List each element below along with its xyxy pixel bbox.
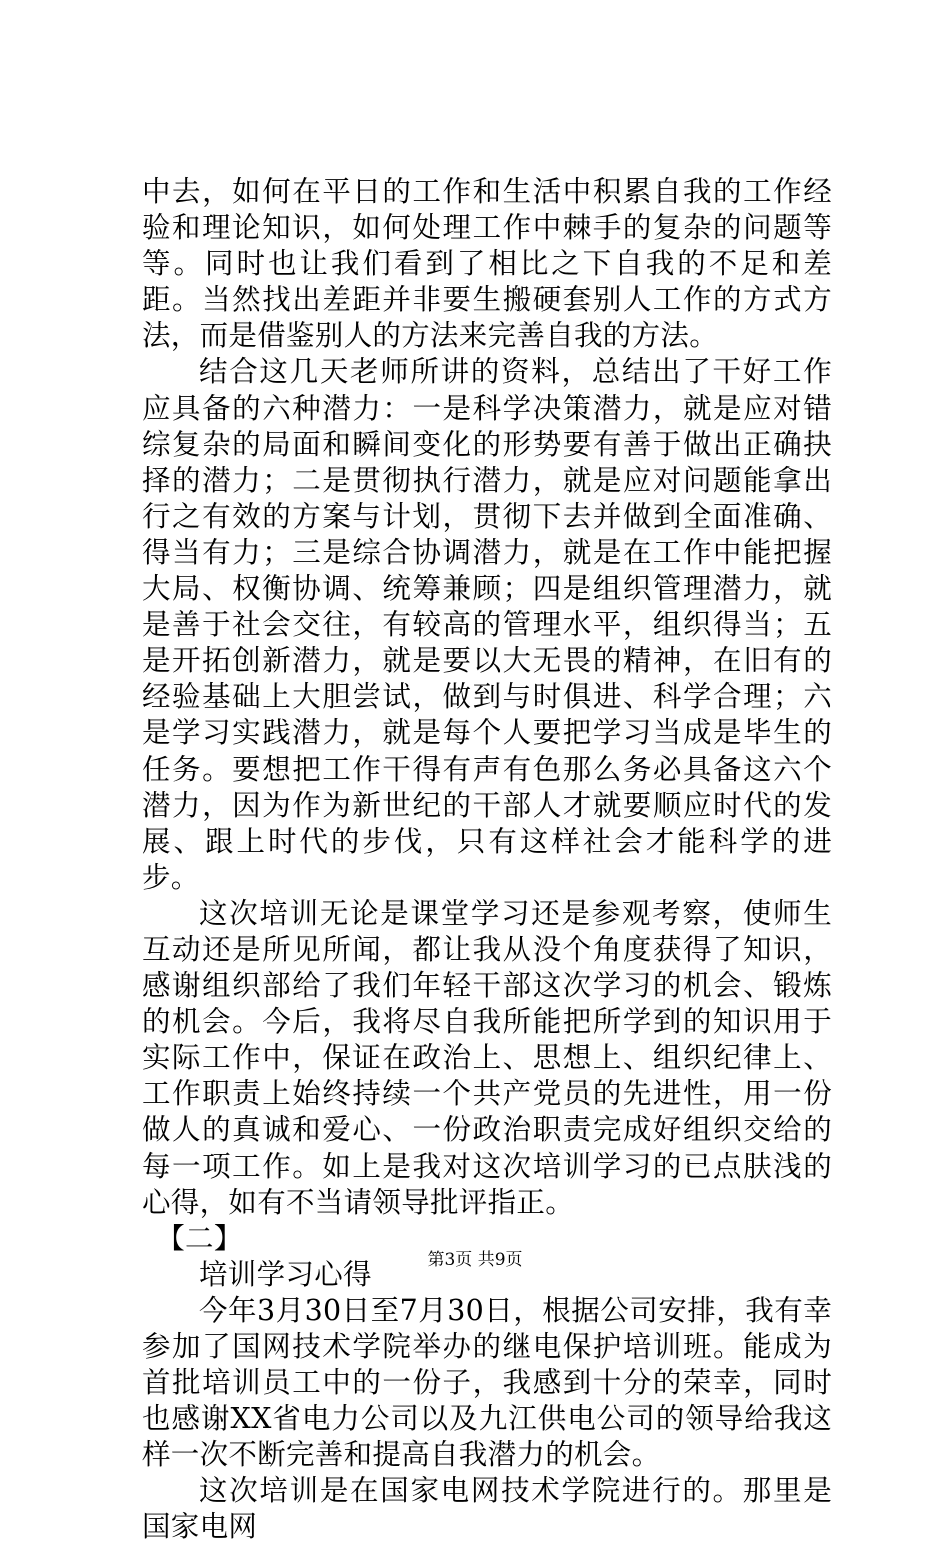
page-number-footer: 第3页 共9页: [427, 1250, 523, 1270]
paragraph-six-abilities: 结合这几天老师所讲的资料，总结出了干好工作应具备的六种潜力：一是科学决策潜力，就是应对错综复杂的局面和瞬间变化的形势要有善于做出正确抉择的潜力；二是贯彻执行潜力，就是应对问题能拿出行之有效的方案与计划，贯彻下去并做到全面准确、得当有力；三是综合协调潜力，就是在工作中能把握大局、权衡协调、统筹兼顾；四是组织管理潜力，就是善于社会交往，有较高的管理水平，组织得当；五是开拓创新潜力，就是要以大无畏的精神，在旧有的经验基础上大胆尝试，做到与时俱进、科学合理；六是学习实践潜力，就是每个人要把学习当成是毕生的任务。要想把工作干得有声有色那么务必具备这六个潜力，因为作为新世纪的干部人才就要顺应时代的发展、跟上时代的步伐，只有这样社会才能科学的进步。: [142, 355, 832, 894]
document-body: [142, 174, 832, 1546]
section-heading-two: 【二】: [156, 1221, 243, 1255]
section-title: 培训学习心得: [199, 1257, 372, 1291]
paragraph-continuation: 中去，如何在平日的工作和生活中积累自我的工作经验和理论知识，如何处理工作中棘手的复杂的问题等等。同时也让我们看到了相比之下自我的不足和差距。当然找出差距并非要生搬硬套别人工作的方式方法，而是借鉴别人的方法来完善自我的方法。: [142, 175, 832, 353]
paragraph-training-conclusion: 这次培训无论是课堂学习还是参观考察，使师生互动还是所见所闻，都让我从没个角度获得了知识，感谢组织部给了我们年轻干部这次学习的机会、锻炼的机会。今后，我将尽自我所能把所学到的知识用于实际工作中，保证在政治上、思想上、组织纪律上、工作职责上始终持续一个共产党员的先进性，用一份做人的真诚和爱心、一份政治职责完成好组织交给的每一项工作。如上是我对这次培训学习的已点肤浅的心得，如有不当请领导批评指正。: [142, 896, 832, 1219]
paragraph-training-location: 这次培训是在国家电网技术学院进行的。那里是国家电网: [142, 1474, 832, 1544]
paragraph-training-intro: 今年3月30日至7月30日，根据公司安排，我有幸参加了国网技术学院举办的继电保护培训班。能成为首批培训员工中的一份子，我感到十分的荣幸，同时也感谢XX省电力公司以及九江供电公司的领导给我这样一次不断完善和提高自我潜力的机会。: [142, 1293, 832, 1472]
